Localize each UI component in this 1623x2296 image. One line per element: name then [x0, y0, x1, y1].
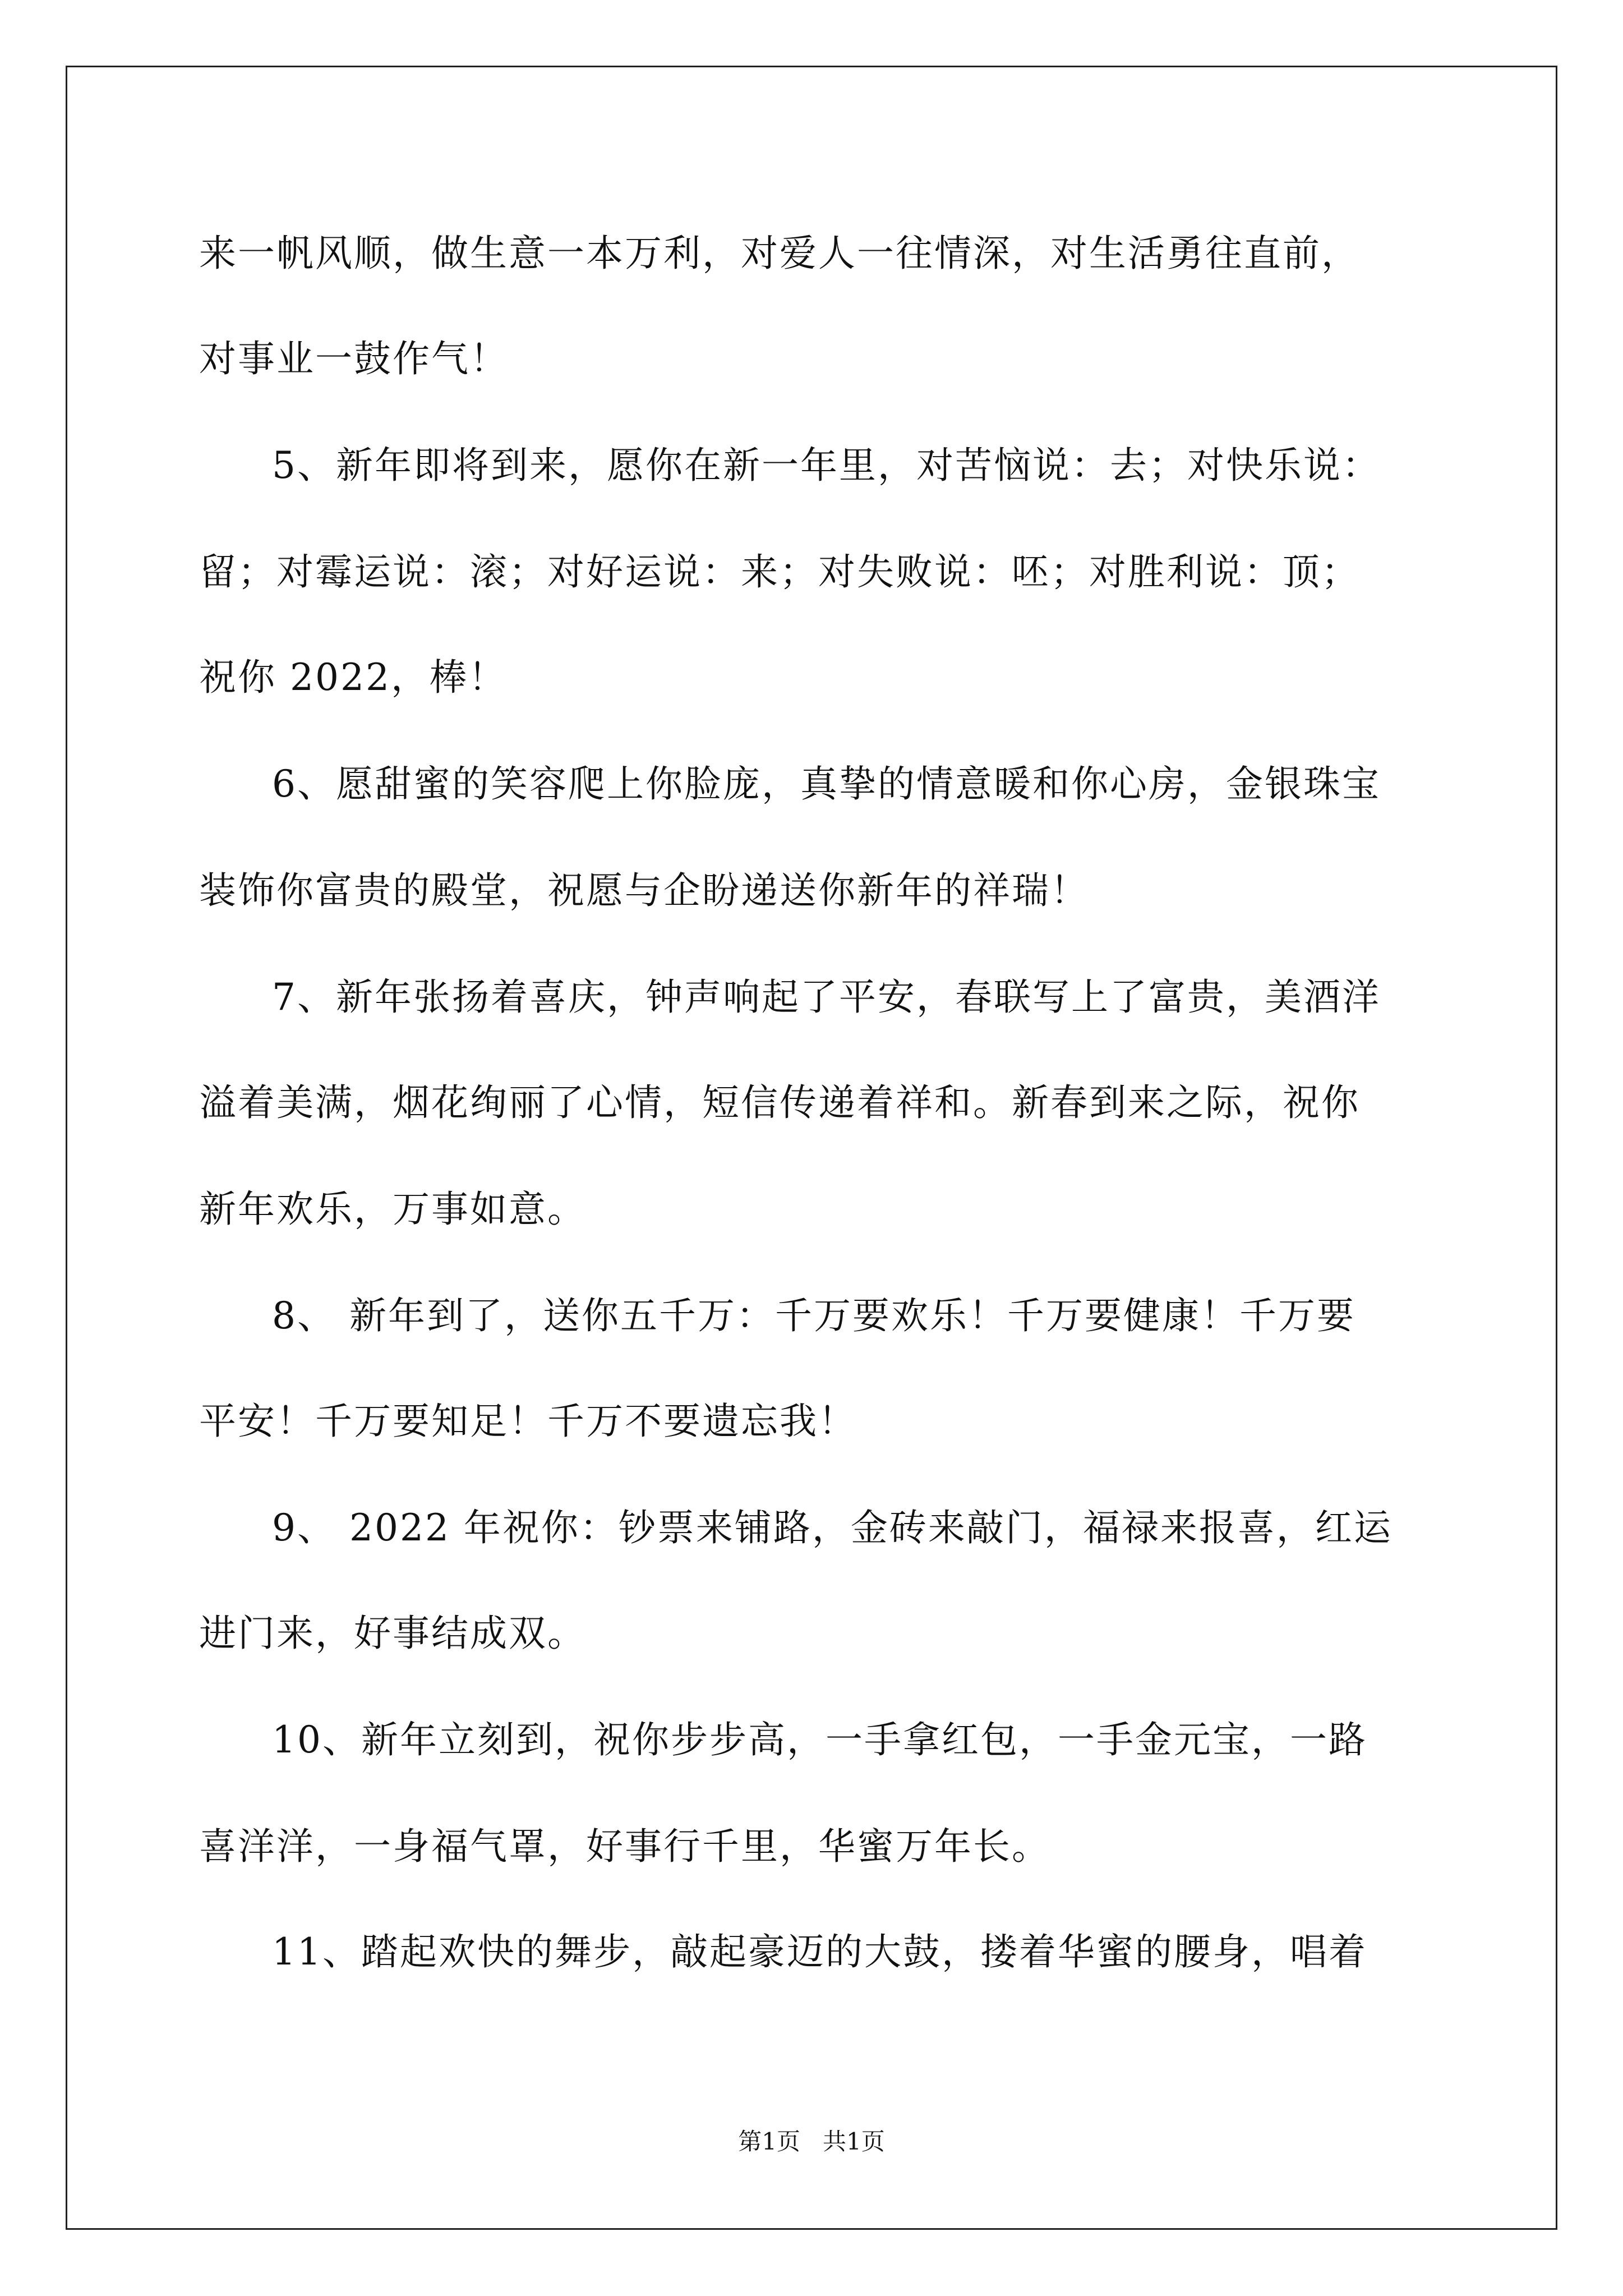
text-line: 祝你 2022，棒！: [199, 656, 507, 699]
text-line: 新年欢乐，万事如意。: [199, 1188, 586, 1231]
text-line: 进门来，好事结成双。: [199, 1612, 586, 1655]
page-footer: 第1页 共1页: [738, 2128, 885, 2155]
text-line: 7、新年张扬着喜庆，钟声响起了平安，春联写上了富贵，美酒洋: [272, 976, 1381, 1019]
text-line: 8、 新年到了，送你五千万：千万要欢乐！千万要健康！千万要: [272, 1294, 1355, 1337]
text-line: 来一帆风顺，做生意一本万利，对爱人一往情深，对生活勇往直前，: [199, 232, 1360, 275]
page-frame: [66, 66, 1557, 2230]
text-line: 5、新年即将到来，愿你在新一年里，对苦恼说：去；对快乐说：: [272, 444, 1381, 487]
text-line: 溢着美满，烟花绚丽了心情，短信传递着祥和。新春到来之际，祝你: [199, 1081, 1360, 1124]
text-line: 装饰你富贵的殿堂，祝愿与企盼递送你新年的祥瑞！: [199, 869, 1089, 912]
text-line: 留；对霉运说：滚；对好运说：来；对失败说：呸；对胜利说：顶；: [199, 550, 1360, 593]
text-line: 对事业一鼓作气！: [199, 337, 509, 380]
text-line: 10、新年立刻到，祝你步步高，一手拿红包，一手金元宝，一路: [272, 1718, 1367, 1761]
text-line: 6、愿甜蜜的笑容爬上你脸庞，真挚的情意暖和你心房，金银珠宝: [272, 762, 1381, 806]
text-line: 喜洋洋，一身福气罩，好事行千里，华蜜万年长。: [199, 1825, 1050, 1868]
text-line: 11、踏起欢快的舞步，敲起豪迈的大鼓，搂着华蜜的腰身，唱着: [272, 1930, 1367, 1973]
text-line: 9、 2022 年祝你：钞票来铺路，金砖来敲门，福禄来报喜，红运: [272, 1506, 1393, 1549]
text-line: 平安！千万要知足！千万不要遗忘我！: [199, 1400, 857, 1443]
